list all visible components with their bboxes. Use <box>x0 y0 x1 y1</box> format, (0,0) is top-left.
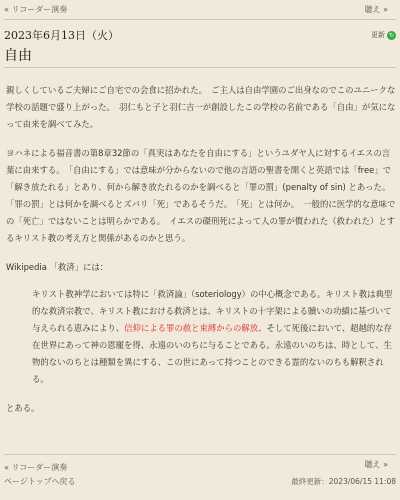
entry-title: 自由 <box>4 48 32 64</box>
title-divider <box>4 67 396 68</box>
bottom-divider <box>4 454 396 455</box>
last-updated: 最終更新：2023/06/15 11:08 <box>291 477 396 486</box>
next-entry-link[interactable]: 聴え » <box>364 5 388 14</box>
quote-text-a: キリスト教神学においては特に「救済論」（soteriology）の中心概念である。キリスト教は典型的な救済宗教で、キリスト教における救済とは、キリストの十字架による贖いの功績に基づいて与えられる恵みにより、 <box>32 289 393 333</box>
prev-entry-link[interactable]: « リコーダー演奏 <box>4 5 68 14</box>
footer-next-entry-link[interactable]: 聴え » <box>364 460 388 469</box>
entry-body <box>6 82 396 429</box>
update-badge[interactable] <box>371 30 396 40</box>
quote-highlight: 信仰による罪の赦と束縛からの解放 <box>124 323 259 333</box>
wikipedia-quote <box>32 286 394 388</box>
refresh-icon: ↻ <box>388 31 395 39</box>
paragraph-outro: とある。 <box>6 403 40 413</box>
wikipedia-intro: Wikipedia 「救済」には： <box>6 262 109 272</box>
update-label: 更新 <box>371 31 385 39</box>
paragraph-intro: 親しくしているご夫婦にご自宅での会食に招かれた。 ご主人は自由学園のご出身なのでこのユニークな学校の話題で盛り上がった。 羽仁もと子と羽仁吉一が創設したこの学校の名前である「自由」が気になって由来を調べてみた。 <box>6 85 396 129</box>
paragraph-gospel: ヨハネによる福音書の第8章32節の「真実はあなたを自由にする」というユダヤ人に対するイエスの言葉に由来する。 「自由にする」では意味が分からないので他の言語の聖書を開くと英語では「free」で「解き放たれる」とあり、何から解き放たれるのかを調べると「罪の罰」(penalty of sin) とあった。 「罪の罰」とは何かを調べるとズバリ「死」であるそうだ。 「死」とは何か。 一般的に医学的な意味での「死亡」ではないことは明らかである。 イエスの磔刑死によって人の罪が償われた（救われた）とするキリスト教の考え方と関係があるのかと思う。 <box>6 148 396 243</box>
page-top-link[interactable]: ページトップへ戻る <box>4 477 76 486</box>
top-divider <box>4 19 396 20</box>
quote-text-b: 、そして死後において、超越的な存在世界にあって神の恩寵を得、永遠のいのちに与ることである。永遠のいのちは、時として、生物的ないのちとは種類を異にする、この世にあって持つことのできる霊的ないのちも解釈される。 <box>32 323 392 384</box>
footer-prev-entry-link[interactable]: « リコーダー演奏 <box>4 463 68 472</box>
entry-date: 2023年6月13日（火） <box>4 29 119 42</box>
